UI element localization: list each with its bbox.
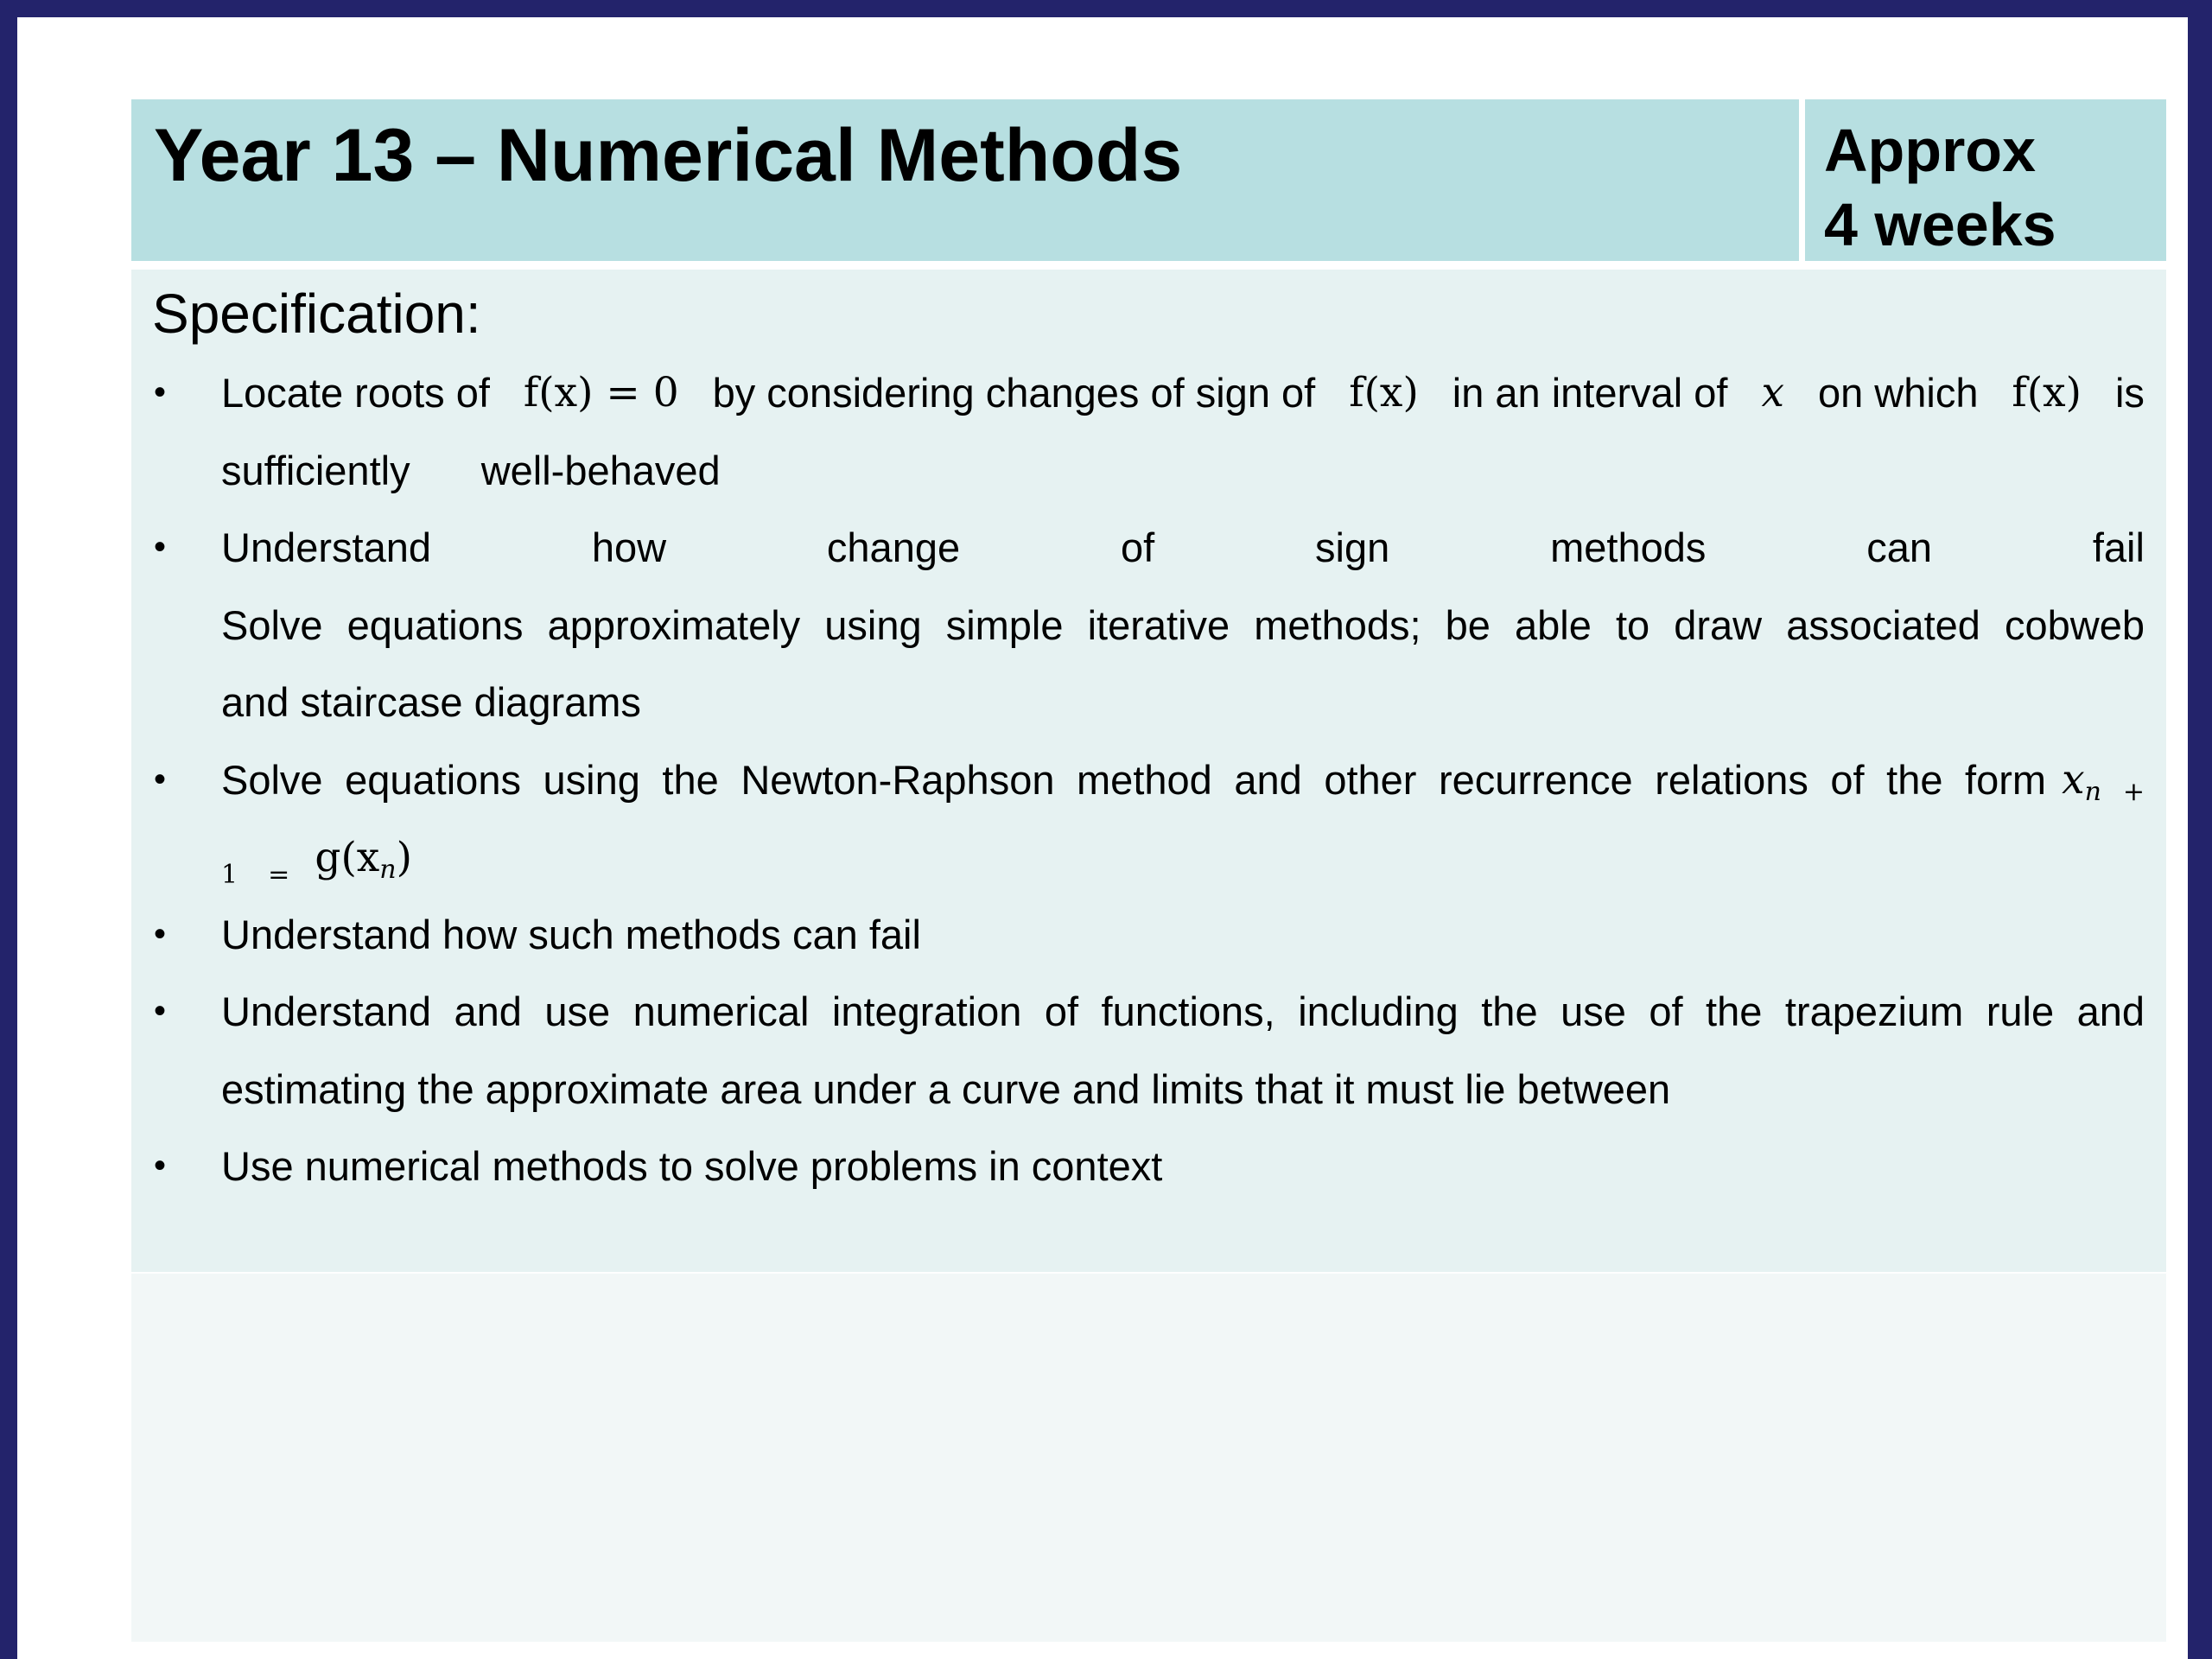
item-word: how (591, 524, 667, 570)
duration-label (1824, 113, 2056, 262)
title-cell (131, 99, 1799, 261)
item-line: Solve equations approximately using simple iterative methods; be able to draw associated cobweb (221, 601, 2145, 648)
item-line: Understand how such methods can fail (221, 911, 921, 957)
item-word: Understand (221, 524, 431, 570)
specification-cell (131, 270, 2166, 1272)
bullet-icon: • (154, 914, 167, 953)
item-line (221, 354, 2145, 432)
item-text: Solve equations using the Newton-Raphson method and other recurrence relations of the form (221, 756, 2047, 803)
item-word: fail (2092, 524, 2145, 570)
item-line (221, 741, 2145, 819)
list-item (131, 354, 2145, 509)
item-text: on which (1817, 370, 1979, 416)
item-text: well-behaved (480, 447, 721, 493)
list-item (131, 973, 2145, 1128)
bullet-icon: • (154, 528, 167, 566)
item-word: sign (1315, 524, 1390, 570)
math-variable: x (1761, 369, 1784, 416)
item-line (221, 509, 2145, 587)
math-expression: 1 (221, 860, 238, 890)
item-text: sufficiently (221, 447, 410, 493)
item-word: can (1866, 524, 1932, 570)
item-word: methods (1550, 524, 1707, 570)
item-line (221, 432, 2145, 510)
math-expression: f(x) (2012, 369, 2082, 416)
bullet-icon: • (154, 760, 167, 798)
duration-line-1: Approx (1824, 117, 2036, 184)
item-word: of (1120, 524, 1155, 570)
specification-heading: Specification: (152, 283, 481, 345)
math-expression: f(x) (1349, 369, 1419, 416)
item-text: in an interval of (1452, 370, 1728, 416)
blank-table-row (131, 1274, 2166, 1642)
math-expression: f(x) = 0 (523, 369, 679, 416)
item-word: change (826, 524, 961, 570)
item-text: is (2114, 370, 2145, 416)
item-line: Understand and use numerical integration of functions, including the use of the trapezium rule and (221, 988, 2145, 1034)
bullet-icon: • (154, 992, 167, 1030)
math-expression: = (268, 860, 290, 890)
list-item (131, 509, 2145, 741)
item-line (221, 818, 2145, 896)
page-title: Year 13 – Numerical Methods (154, 114, 1183, 197)
item-text: Locate roots of (221, 370, 490, 416)
item-line: Use numerical methods to solve problems in context (221, 1143, 1163, 1189)
item-line: and staircase diagrams (221, 679, 641, 725)
item-line: estimating the approximate area under a curve and limits that it must lie between (221, 1065, 1671, 1112)
list-item (131, 1128, 2145, 1205)
item-text: by considering changes of sign of (712, 370, 1316, 416)
math-expression: $x_n$ $_+$ (2062, 755, 2145, 807)
list-item (131, 896, 2145, 974)
duration-cell (1805, 99, 2166, 261)
bullet-icon: • (154, 373, 167, 411)
bullet-icon: • (154, 1147, 167, 1185)
duration-line-2: 4 weeks (1824, 191, 2056, 258)
list-item (131, 741, 2145, 896)
math-expression: $g(x_n)$ (315, 834, 412, 885)
specification-list (131, 354, 2145, 1205)
